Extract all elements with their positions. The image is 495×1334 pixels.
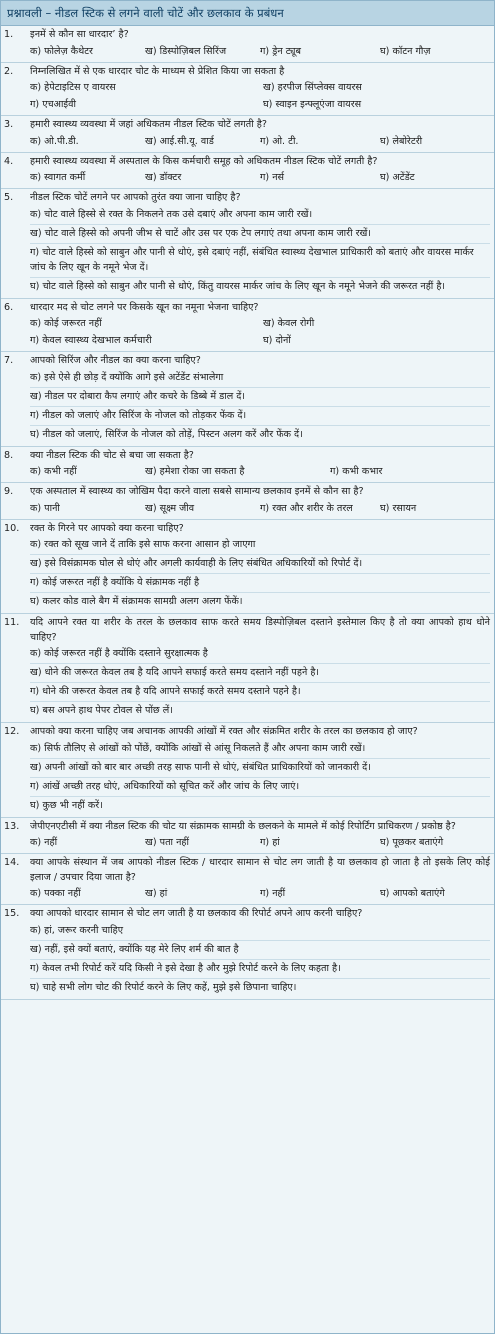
question-text: इनमें से कौन सा धारदार’ है? xyxy=(30,29,129,40)
question-item xyxy=(1,447,494,484)
answer-option[interactable]: क) रक्त को सूख जाने दें ताकि इसे साफ करना आसान हो जाएगा xyxy=(30,536,490,555)
question-text: रक्त के गिरने पर आपको क्या करना चाहिए? xyxy=(30,522,184,534)
answer-option[interactable]: घ) कॉटन गौज़ xyxy=(380,45,431,57)
question-text: क्या नीडल स्टिक की चोट से बचा जा सकता है? xyxy=(30,449,194,461)
answer-option[interactable]: ग) धोने की जरूरत केवल तब है यदि आपने सफाई करते समय दस्ताने पहने है। xyxy=(30,683,490,702)
question-text: निम्नलिखित में से एक धारदार चोट के माध्यम से प्रेशित किया जा सकता है xyxy=(30,65,285,77)
option-row xyxy=(30,834,490,851)
question-item xyxy=(1,905,494,1000)
question-row xyxy=(4,485,490,500)
answer-option[interactable]: ग) कभी कभार xyxy=(330,466,383,477)
option-row xyxy=(30,133,490,150)
question-number: 12. xyxy=(4,726,20,737)
answer-option[interactable]: ग) आंखें अच्छी तरह धोएं, अधिकारियों को सूचित करें और जांच के लिए जाएं। xyxy=(30,778,490,797)
answer-option[interactable]: ग) चोट वाले हिस्से को साबुन और पानी से धोएं, इसे दबाएं नहीं, संबंधित स्वास्थ्य देखभाल प्राधिकारी को बताएं और वायरस मार्कर जांच के लिए खून के नमूने भेज दें। xyxy=(30,244,490,278)
question-text: क्या आपको धारदार सामान से चोट लग जाती है या छलकाव की रिपोर्ट अपने आप करनी चाहिए? xyxy=(30,908,363,919)
answer-option[interactable]: घ) आपको बताएंगे xyxy=(380,888,445,899)
question-row xyxy=(4,856,490,885)
question-number: 5. xyxy=(4,192,14,203)
answer-option[interactable]: घ) अटेंडेंट xyxy=(380,172,415,183)
answer-options xyxy=(4,922,490,997)
question-number: 3. xyxy=(4,119,14,130)
question-text: जेपीएनएटीसी में क्या नीडल स्टिक की चोट या संक्रामक सामग्री के छलकने के मामले में कोई रिपोर्टिंग प्राधिकरण / प्रकोष्ठ है? xyxy=(30,820,456,832)
question-number: 10. xyxy=(4,522,20,534)
answer-options xyxy=(4,79,490,113)
question-row xyxy=(4,907,490,922)
option-row xyxy=(30,43,490,60)
question-item xyxy=(1,520,494,615)
answer-option[interactable]: घ) कुछ भी नहीं करें। xyxy=(30,799,103,811)
question-row xyxy=(4,301,490,316)
question-item xyxy=(1,63,494,117)
answer-options xyxy=(4,463,490,480)
option-row xyxy=(30,500,490,517)
question-row xyxy=(4,725,490,740)
question-item xyxy=(1,116,494,153)
question-row xyxy=(4,155,490,170)
answer-option[interactable]: क) पक्का नहीं xyxy=(30,888,81,899)
answer-option[interactable]: ग) केवल स्वास्थ्य देखभाल कर्मचारी xyxy=(30,335,152,346)
answer-option[interactable]: ख) आई.सी.यू. वार्ड xyxy=(145,135,214,147)
question-text: एक अस्पताल में स्वास्थ्य का जोखिम पैदा करने वाला सबसे सामान्य छलकाव इनमें से कौन सा है? xyxy=(30,486,364,497)
question-number: 11. xyxy=(4,617,20,628)
question-row xyxy=(4,820,490,835)
option-row xyxy=(30,79,490,96)
answer-option[interactable]: ग) नीडल को जलाएं और सिरिंज के नोजल को तोड़कर फेंक दें। xyxy=(30,407,490,426)
question-text: हमारी स्वास्थ्य व्यवस्था में अस्पताल के किस कर्मचारी समूह को अधिकतम नीडल स्टिक चोटें लगती है? xyxy=(30,155,378,167)
answer-option[interactable]: ख) नीडल पर दोबारा कैप लगाएं और कचरे के डिब्बे में डाल दें। xyxy=(30,388,490,407)
question-number: 8. xyxy=(4,449,14,461)
answer-option[interactable]: ग) नहीं xyxy=(260,888,286,899)
question-list xyxy=(1,26,494,1000)
answer-options xyxy=(4,536,490,611)
question-item xyxy=(1,153,494,190)
option-row xyxy=(30,463,490,480)
answer-options xyxy=(4,315,490,349)
answer-options xyxy=(4,206,490,296)
answer-options xyxy=(4,500,490,517)
question-row xyxy=(4,28,490,43)
question-row xyxy=(4,616,490,645)
answer-option[interactable]: ग) रक्त और शरीर के तरल xyxy=(260,502,353,514)
question-text: आपको क्या करना चाहिए जब अचानक आपकी आंखों में रक्त और संक्रमित शरीर के तरल का छलकाव हो जाए? xyxy=(30,726,418,737)
question-text: आपको सिरिंज और नीडल का क्या करना चाहिए? xyxy=(30,355,201,366)
question-item xyxy=(1,352,494,447)
answer-option[interactable]: ग) नर्स xyxy=(260,172,285,183)
answer-option[interactable]: ग) हां xyxy=(260,837,280,848)
answer-option[interactable]: क) कोई जरूरत नहीं xyxy=(30,318,102,329)
page-title: प्रश्नावली – नीडल स्टिक से लगने वाली चोटें और छलकाव के प्रबंधन xyxy=(1,1,494,26)
answer-option[interactable]: ख) नहीं, इसे क्यों बताएं, क्योंकि यह मेरे लिए शर्म की बात है xyxy=(30,941,490,960)
answer-option[interactable]: ख) हमेशा रोका जा सकता है xyxy=(145,466,245,477)
answer-option[interactable]: ख) इसे विसंक्रामक घोल से धोएं और अगली कार्यवाही के लिए संबंधित अधिकारियों को रिपोर्ट दें। xyxy=(30,555,490,574)
answer-option[interactable]: ख) डिस्पोज़िबल सिरिंज xyxy=(145,45,227,57)
question-row xyxy=(4,522,490,537)
question-item xyxy=(1,818,494,855)
answer-option[interactable]: ख) केवल रोगी xyxy=(263,318,315,329)
answer-options xyxy=(4,740,490,815)
answer-options xyxy=(4,43,490,60)
option-row xyxy=(30,332,490,349)
answer-option[interactable]: ख) सूक्ष्म जीव xyxy=(145,502,195,514)
question-item xyxy=(1,26,494,63)
answer-options xyxy=(4,885,490,902)
answer-option[interactable]: घ) नीडल को जलाएं, सिरिंज के नोजल को तोड़ें, पिस्टन अलग करें और फेंक दें। xyxy=(30,428,303,440)
answer-option[interactable]: ख) हरपीज सिंप्लेक्स वायरस xyxy=(263,82,362,93)
answer-option[interactable]: क) सिर्फ तौलिए से आंखों को पोंछें, क्योंकि आंखों से आंसू निकलते हैं और अपना काम जारी रखें। xyxy=(30,740,490,759)
answer-option[interactable]: क) कोई जरूरत नहीं है क्योंकि दस्ताने सुरक्षात्मक है xyxy=(30,645,490,664)
answer-option[interactable]: घ) बस अपने हाथ पेपर टोवल से पोंछ लें। xyxy=(30,705,173,716)
question-text: नीडल स्टिक चोटें लगने पर आपको तुरंत क्या जाना चाहिए है? xyxy=(30,192,241,203)
answer-option[interactable]: क) हेपेटाइटिस ए वायरस xyxy=(30,82,116,93)
answer-option[interactable]: ग) केवल तभी रिपोर्ट करें यदि किसी ने इसे देखा है और मुझे रिपोर्ट करने के लिए कहता है। xyxy=(30,960,490,979)
option-row xyxy=(30,315,490,332)
answer-option[interactable]: घ) दोनों xyxy=(263,335,291,346)
answer-option[interactable]: घ) पूछकर बताएंगे xyxy=(380,837,444,848)
answer-option[interactable]: ख) डॉक्टर xyxy=(145,172,182,183)
question-item xyxy=(1,299,494,353)
answer-option[interactable]: क) पानी xyxy=(30,502,60,514)
question-item xyxy=(1,723,494,818)
answer-option[interactable]: ख) हां xyxy=(145,888,168,899)
answer-option[interactable]: ग) ओ. टी. xyxy=(260,135,299,147)
question-number: 14. xyxy=(4,857,20,868)
answer-option[interactable]: क) नहीं xyxy=(30,837,58,848)
answer-options xyxy=(4,834,490,851)
answer-option[interactable]: घ) चोट वाले हिस्से को साबुन और पानी से धोएं, किंतु वायरस मार्कर जांच के लिए खून के नमूने भेजने की जरूरत नहीं है। xyxy=(30,280,446,292)
question-row xyxy=(4,191,490,206)
answer-option[interactable]: क) हां, जरूर करनी चाहिए xyxy=(30,922,490,941)
question-number: 7. xyxy=(4,355,14,366)
answer-option[interactable]: क) स्वागत कर्मी xyxy=(30,172,86,183)
answer-options xyxy=(4,645,490,720)
answer-option[interactable]: ख) अपनी आंखों को बार बार अच्छी तरह साफ पानी से धोएं, संबंधित प्राधिकारियों को जानकारी दें। xyxy=(30,759,490,778)
answer-option[interactable]: ग) ड्रेन ट्यूब xyxy=(260,45,301,57)
question-number: 15. xyxy=(4,908,20,919)
question-number: 1. xyxy=(4,29,14,40)
answer-options xyxy=(4,369,490,444)
answer-options xyxy=(4,133,490,150)
answer-option[interactable]: घ) लेबोरेटरी xyxy=(380,135,423,147)
option-row xyxy=(30,885,490,902)
answer-option[interactable]: ग) कोई जरूरत नहीं है क्योंकि ये संक्रामक नहीं है xyxy=(30,574,490,593)
question-item xyxy=(1,854,494,905)
answer-option[interactable]: घ) स्वाइन इन्फ्लूएंजा वायरस xyxy=(263,99,362,110)
question-item xyxy=(1,614,494,723)
question-text: यदि आपने रक्त या शरीर के तरल के छलकाव साफ करते समय डिस्पोज़िबल दस्ताने इस्तेमाल किए है तो क्या आपको हाथ धोने चाहिए? xyxy=(30,617,490,643)
option-row xyxy=(30,96,490,113)
question-text: धारदार मद से चोट लगने पर किसके खून का नमूना भेजना चाहिए? xyxy=(30,301,259,313)
answer-option[interactable]: ख) चोट वाले हिस्से को अपनी जीभ से चाटें और उस पर एक टेप लगाएं तथा अपना काम जारी रखें। xyxy=(30,225,490,244)
answer-option[interactable]: ख) पता नहीं xyxy=(145,837,189,848)
answer-option[interactable]: क) फोलेज़ कैथेटर xyxy=(30,45,93,57)
question-item xyxy=(1,189,494,299)
answer-option[interactable]: क) इसे ऐसे ही छोड़ दें क्योंकि आगे इसे अटेंडेंट संभालेगा xyxy=(30,369,490,388)
question-text: हमारी स्वास्थ्य व्यवस्था में जहां अधिकतम नीडल स्टिक चोटें लगती है? xyxy=(30,119,267,130)
question-number: 13. xyxy=(4,820,20,832)
answer-option[interactable]: क) कभी नहीं xyxy=(30,466,77,477)
question-number: 6. xyxy=(4,301,14,313)
answer-option[interactable]: घ) रसायन xyxy=(380,502,417,514)
question-row xyxy=(4,118,490,133)
answer-option[interactable]: क) चोट वाले हिस्से से रक्त के निकलने तक उसे दबाएं और अपना काम जारी रखें। xyxy=(30,206,490,225)
question-number: 4. xyxy=(4,155,14,167)
question-item xyxy=(1,483,494,520)
question-row xyxy=(4,449,490,464)
option-row xyxy=(30,169,490,186)
question-number: 9. xyxy=(4,486,14,497)
answer-option[interactable]: ख) धोने की जरूरत केवल तब है यदि आपने सफाई करते समय दस्ताने नहीं पहने है। xyxy=(30,664,490,683)
answer-option[interactable]: क) ओ.पी.डी. xyxy=(30,135,79,147)
question-text: क्या आपके संस्थान में जब आपको नीडल स्टिक / धारदार सामान से चोट लग जाती है या छलकाव हो जाता है तो इसके लिए कोई इलाज / उपचार दिया जाता है? xyxy=(30,857,490,883)
question-number: 2. xyxy=(4,65,14,77)
answer-option[interactable]: घ) कलर कोड वाले बैग में संक्रामक सामग्री अलग अलग फेंकें। xyxy=(30,596,243,607)
question-row xyxy=(4,354,490,369)
answer-option[interactable]: घ) चाहे सभी लोग चोट की रिपोर्ट करने के लिए कहें, मुझे इसे छिपाना चाहिए। xyxy=(30,981,297,993)
question-row xyxy=(4,65,490,80)
answer-option[interactable]: ग) एचआईवी xyxy=(30,99,76,110)
answer-options xyxy=(4,169,490,186)
